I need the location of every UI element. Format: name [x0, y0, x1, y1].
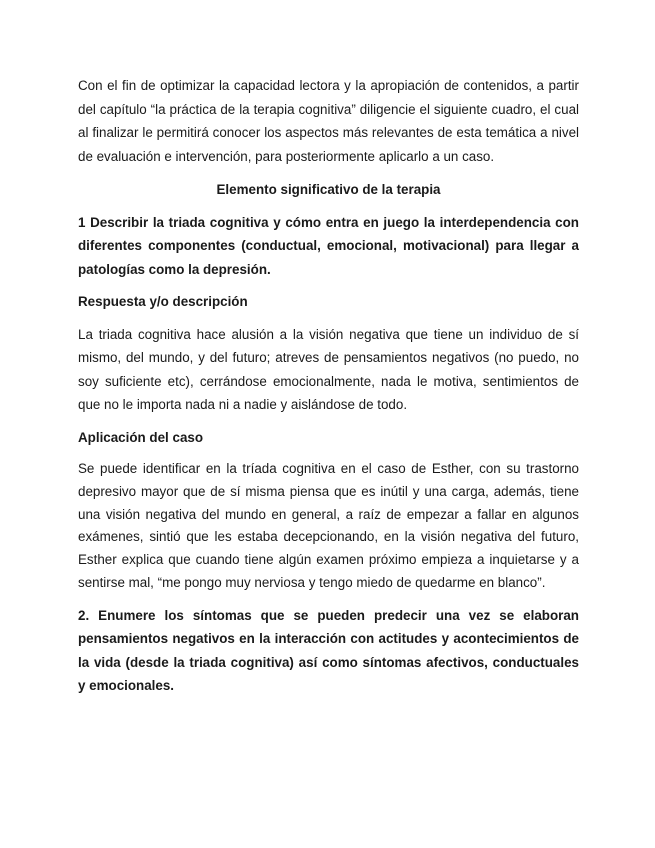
intro-paragraph: Con el fin de optimizar la capacidad lectora y la apropiación de contenidos, a partir del capítulo “la práctica de la terapia cognitiva” diligencie el siguiente cuadro, el cual al finalizar le permitirá conocer los aspectos más relevantes de esta temática a nivel de evaluación e intervención, para posteriormente aplicarlo a un caso.	[78, 78, 579, 164]
response-label: Respuesta y/o descripción	[78, 294, 248, 309]
question-2: 2. Enumere los síntomas que se pueden predecir una vez se elaboran pensamientos negativos en la interacción con actitudes y acontecimientos de la vida (desde la triada cognitiva) así como síntomas afectivos, conductuales y emocionales.	[78, 607, 579, 694]
question-1: 1 Describir la triada cognitiva y cómo entra en juego la interdependencia con diferentes componentes (conductual, emocional, motivacional) para llegar a patologías como la depresión.	[78, 214, 579, 277]
response-paragraph: La triada cognitiva hace alusión a la visión negativa que tiene un individuo de sí mismo, del mundo, y del futuro; atreves de pensamientos negativos (no puedo, no soy suficiente etc), cerrándose emocionalmente, nada le motiva, sentimientos de que no le importa nada ni a nadie y aislándose de todo.	[78, 326, 579, 412]
section-title: Elemento significativo de la terapia	[216, 182, 441, 197]
case-paragraph: Se puede identificar en la tríada cognitiva en el caso de Esther, con su trastorno depresivo mayor que de sí misma piensa que es inútil y una carga, además, tiene una visión negativa del mundo en general, a raíz de empezar a fallar en algunos exámenes, sintió que les estaba decepcionando, en la visión negativa del futuro, Esther explica que cuando tiene algún examen próximo empieza a inquietarse y a sentirse mal, “me pongo muy nerviosa y tengo miedo de quedarme en blanco”.	[78, 461, 579, 590]
case-label: Aplicación del caso	[78, 429, 204, 445]
